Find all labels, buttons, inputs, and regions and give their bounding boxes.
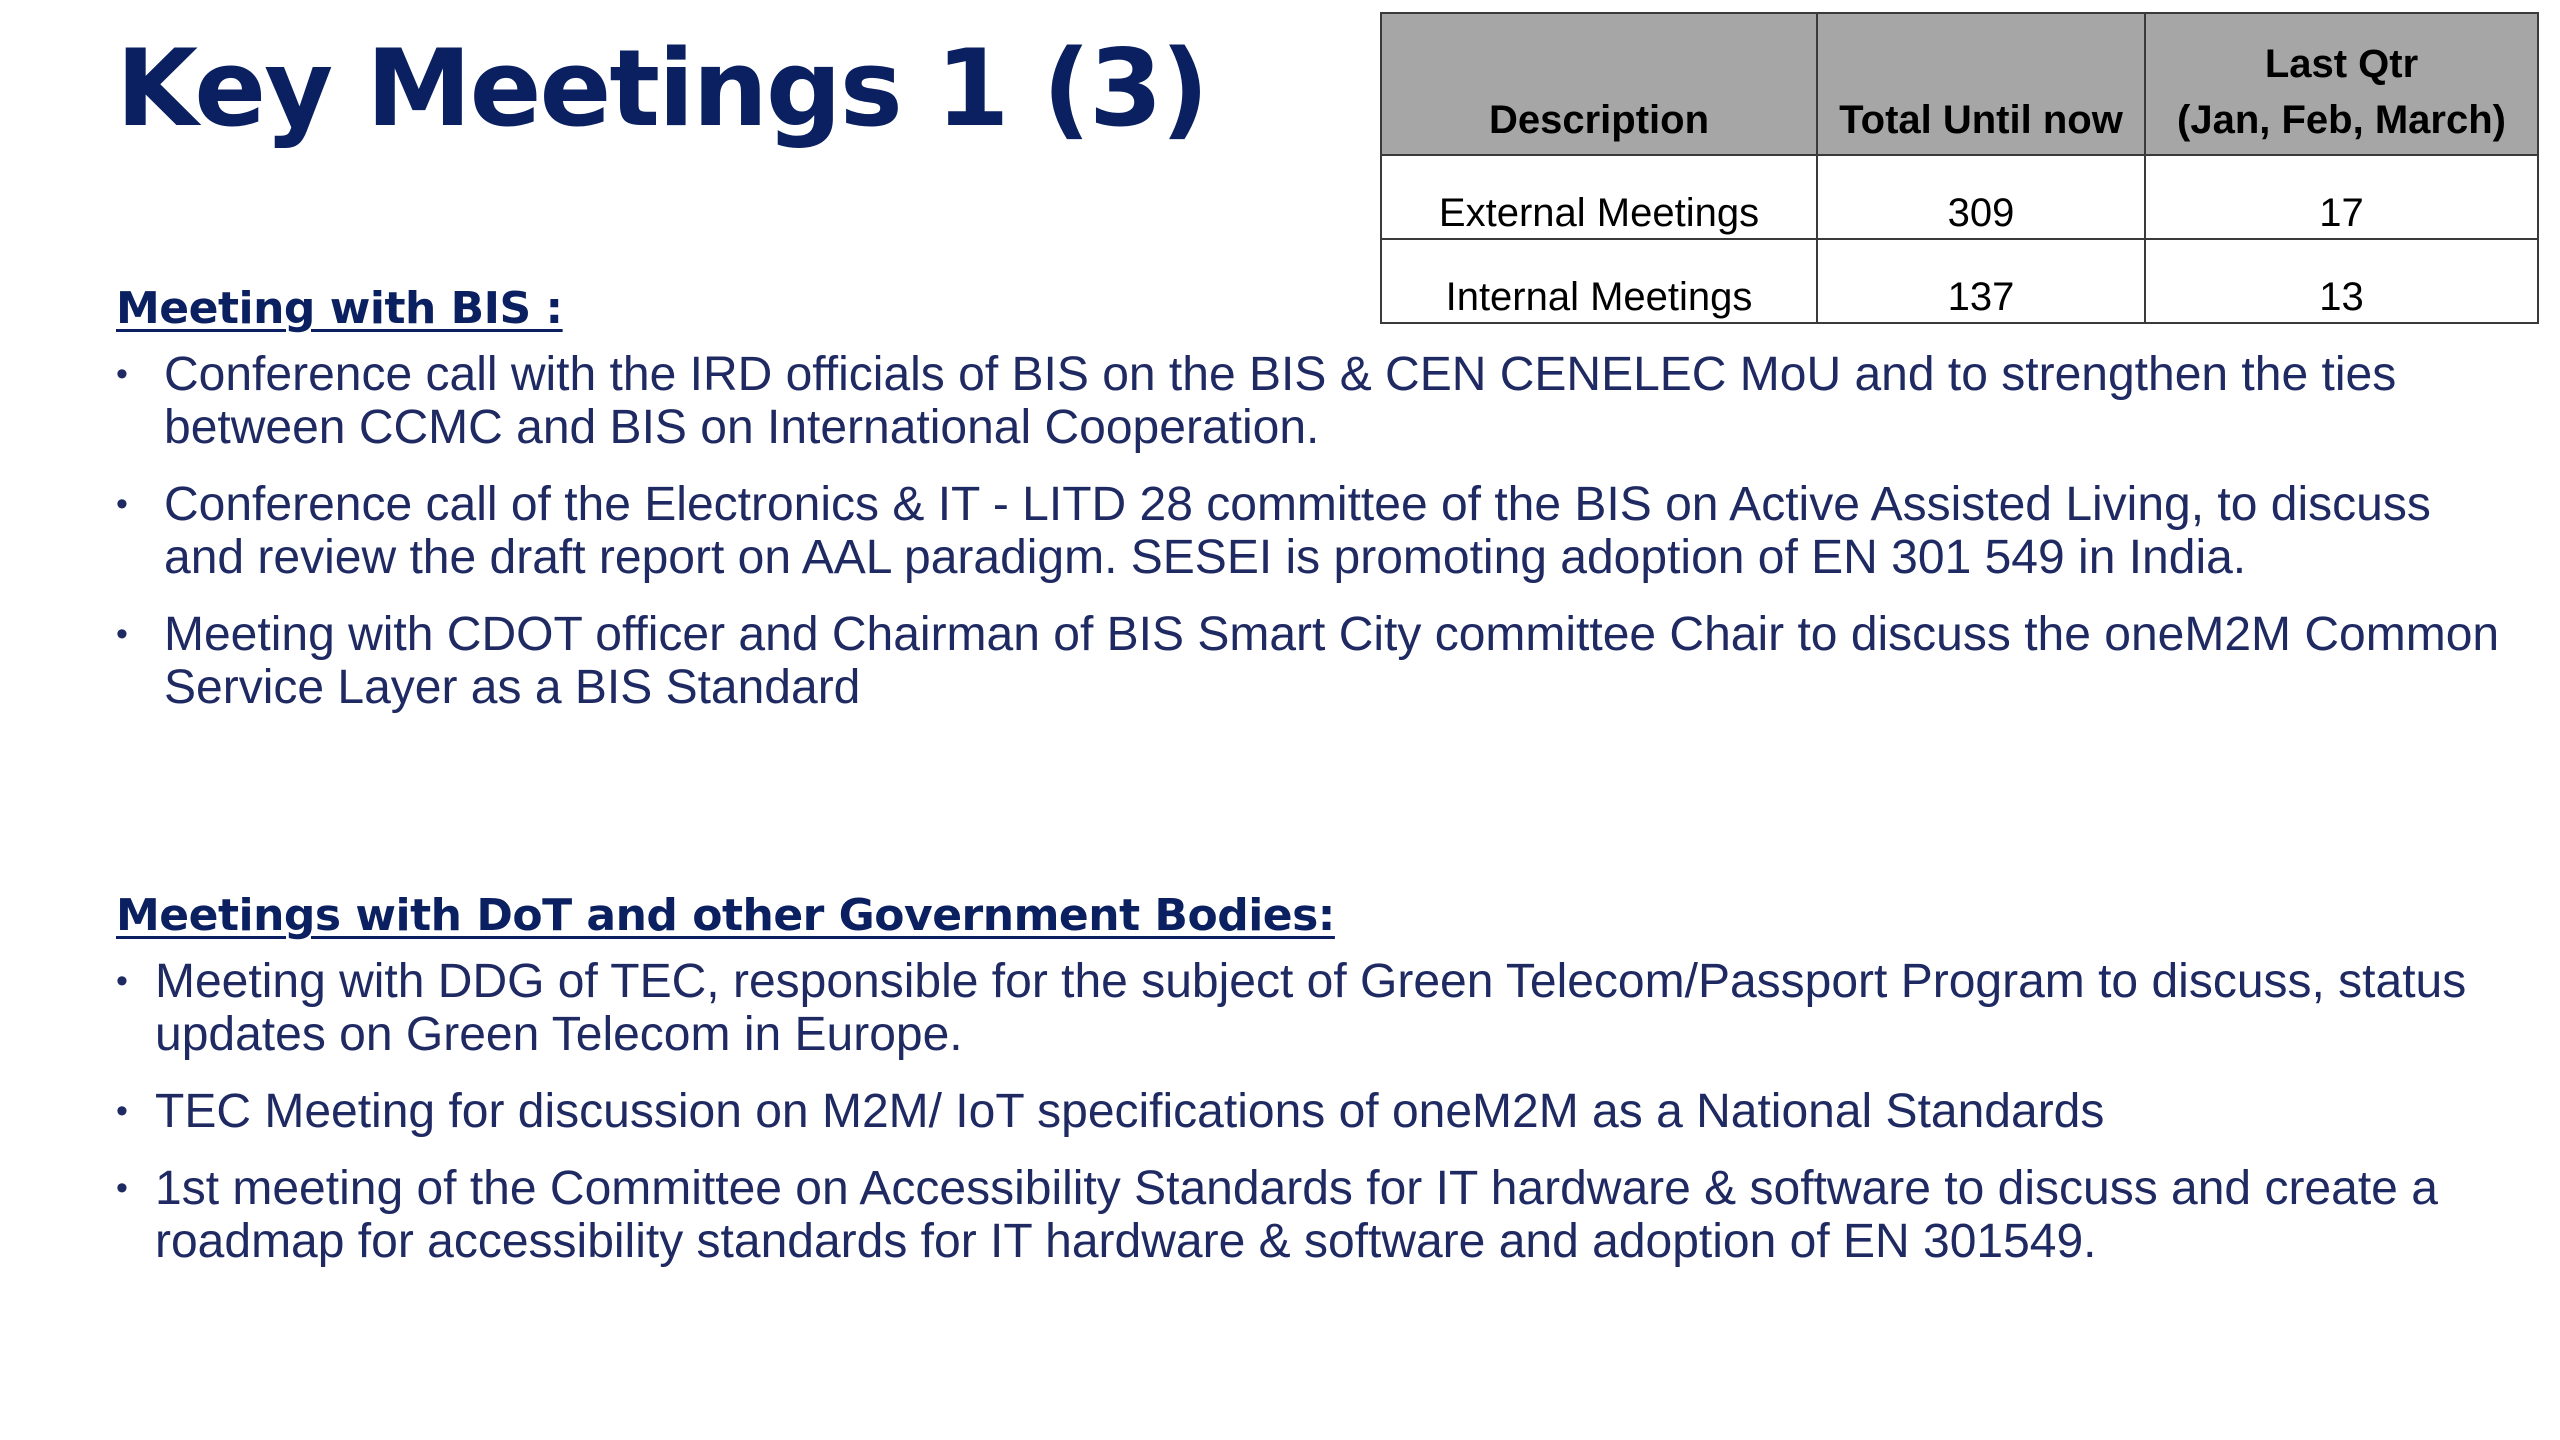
header-total-until-now: Total Until now [1817, 13, 2145, 155]
row-description: External Meetings [1381, 155, 1817, 239]
row-description: Internal Meetings [1381, 239, 1817, 323]
list-item [116, 1085, 2516, 1138]
list-item [116, 608, 2516, 714]
bullet-list [116, 348, 2516, 714]
bullet-list [116, 955, 2516, 1268]
list-item-text: 1st meeting of the Committee on Accessibility Standards for IT hardware & software to discuss and create a roadmap for accessibility standards for IT hardware & software and adoption of EN 301549. [155, 1162, 2438, 1268]
bullet-icon: • [116, 1092, 128, 1130]
row-last-qtr: 13 [2145, 239, 2538, 323]
header-last-qtr-line2: (Jan, Feb, March) [2177, 98, 2506, 142]
list-item-text: TEC Meeting for discussion on M2M/ IoT specifications of oneM2M as a National Standards [155, 1085, 2105, 1138]
list-item-text: Meeting with DDG of TEC, responsible for the subject of Green Telecom/Passport Program to discuss, status updates on Green Telecom in Europe. [155, 955, 2467, 1061]
list-item-text: Meeting with CDOT officer and Chairman of BIS Smart City committee Chair to discuss the oneM2M Common Service Layer as a BIS Standard [164, 608, 2500, 714]
list-item-text: Conference call of the Electronics & IT - LITD 28 committee of the BIS on Active Assisted Living, to discuss and review the draft report on AAL paradigm. SESEI is promoting adoption of EN 301 549 in India. [164, 478, 2431, 584]
section-heading: Meeting with BIS : [116, 283, 563, 334]
list-item [116, 478, 2516, 584]
row-total: 309 [1817, 155, 2145, 239]
header-description: Description [1381, 13, 1817, 155]
list-item [116, 1162, 2516, 1268]
section-meeting-with-bis [116, 283, 2516, 738]
bullet-icon: • [116, 615, 128, 653]
meetings-stats-table [1380, 12, 2539, 324]
section-meetings-with-dot [116, 890, 2516, 1292]
list-item [116, 955, 2516, 1061]
bullet-icon: • [116, 485, 128, 523]
list-item [116, 348, 2516, 454]
header-last-qtr-line1: Last Qtr [2264, 42, 2419, 86]
table-header-row [1381, 13, 2538, 155]
row-total: 137 [1817, 239, 2145, 323]
bullet-icon: • [116, 355, 128, 393]
bullet-icon: • [116, 962, 128, 1000]
bullet-icon: • [116, 1169, 128, 1207]
row-last-qtr: 17 [2145, 155, 2538, 239]
slide-title: Key Meetings 1 (3) [116, 27, 1208, 150]
list-item-text: Conference call with the IRD officials of BIS on the BIS & CEN CENELEC MoU and to strengthen the ties between CCMC and BIS on International Cooperation. [164, 348, 2397, 454]
section-heading: Meetings with DoT and other Government Bodies: [116, 890, 1335, 941]
header-last-qtr [2145, 13, 2538, 155]
table-row [1381, 155, 2538, 239]
